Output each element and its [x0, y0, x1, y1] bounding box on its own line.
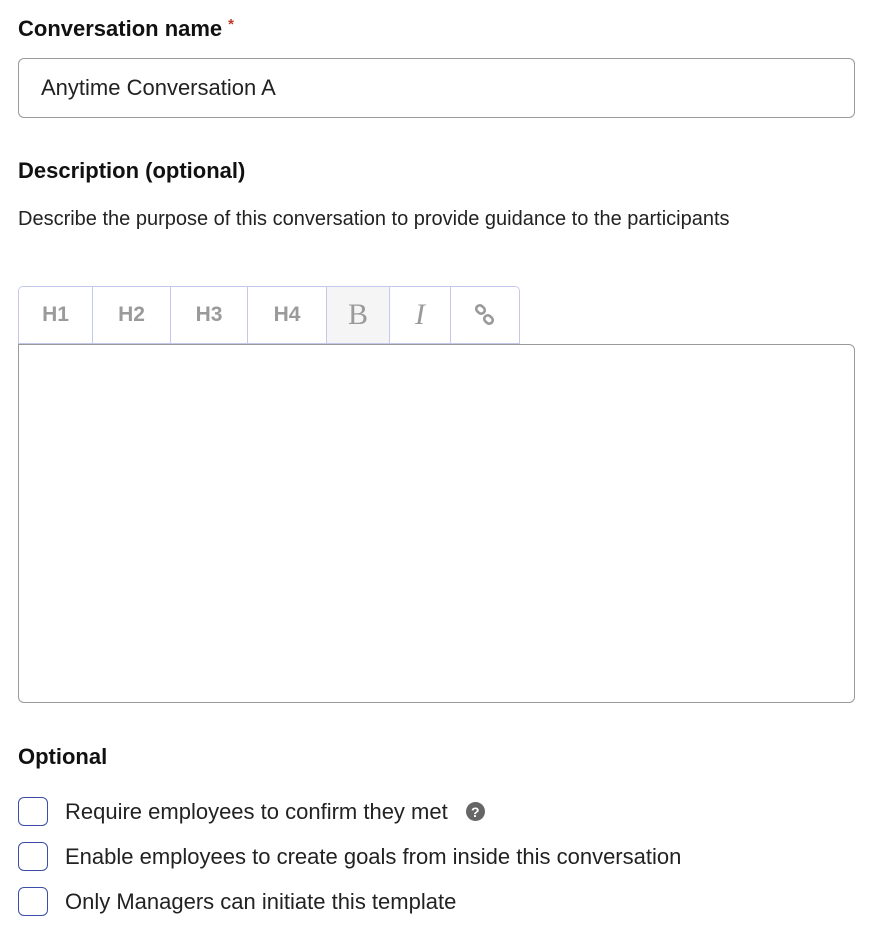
required-mark: *: [228, 16, 235, 33]
confirm-met-checkbox[interactable]: [18, 797, 48, 826]
label-text: Conversation name: [18, 16, 223, 41]
conversation-name-input[interactable]: Anytime Conversation A: [18, 58, 855, 118]
option-label: Only Managers can initiate this template: [65, 888, 457, 914]
enable-goals-checkbox[interactable]: [18, 842, 48, 871]
bold-button[interactable]: B: [327, 287, 390, 343]
italic-button[interactable]: I: [390, 287, 451, 343]
option-confirm-met: [18, 797, 485, 826]
description-help-text: Describe the purpose of this conversation to provide guidance to the participants: [18, 208, 730, 230]
optional-heading: Optional: [18, 744, 108, 769]
editor-toolbar: [18, 286, 520, 344]
h4-button[interactable]: H4: [248, 287, 327, 343]
option-label: Enable employees to create goals from inside this conversation: [65, 843, 682, 869]
link-icon: [473, 303, 497, 327]
question-circle-icon[interactable]: ?: [466, 802, 485, 821]
description-label: Description (optional): [18, 158, 246, 183]
link-button[interactable]: [451, 287, 519, 343]
h1-button[interactable]: H1: [19, 287, 93, 343]
h3-button[interactable]: H3: [171, 287, 248, 343]
option-managers-only: [18, 887, 456, 916]
description-editor[interactable]: [18, 344, 855, 703]
option-label: Require employees to confirm they met: [65, 798, 448, 824]
managers-only-checkbox[interactable]: [18, 887, 48, 916]
option-enable-goals: [18, 842, 681, 871]
h2-button[interactable]: H2: [93, 287, 171, 343]
conversation-name-label: [18, 16, 234, 42]
